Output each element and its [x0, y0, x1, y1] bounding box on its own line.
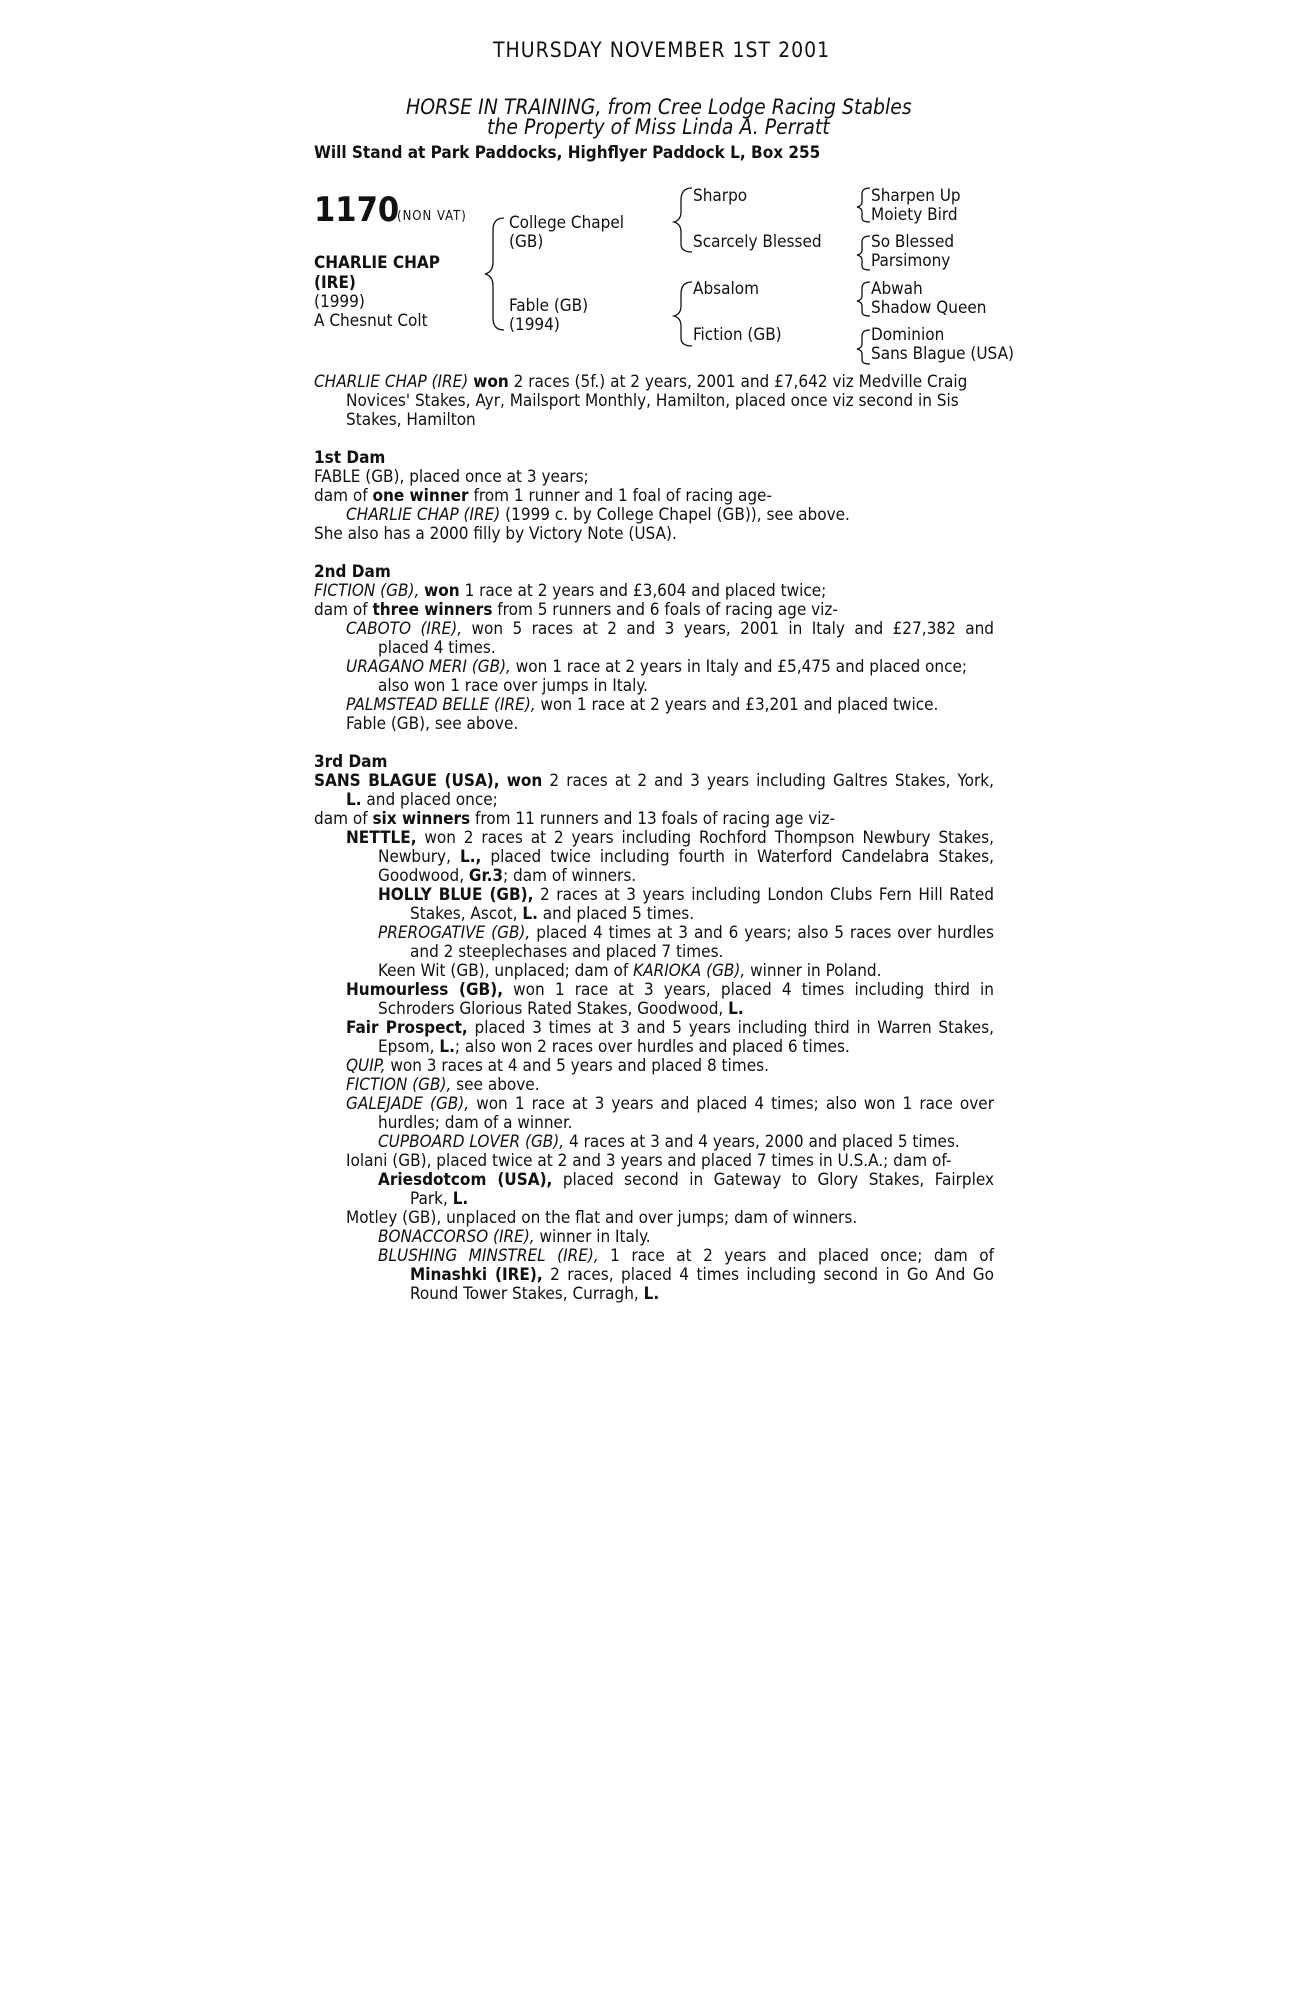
- produce-iolani: Iolani (GB), placed twice at 2 and 3 years and placed 7 times in U.S.A.; dam of-: [346, 1151, 952, 1171]
- horse-name: KARIOKA (GB),: [633, 961, 746, 981]
- produce-motley: Motley (GB), unplaced on the flat and over jumps; dam of winners.: [346, 1208, 858, 1228]
- text: Park,: [410, 1189, 448, 1209]
- produce-caboto: [346, 620, 994, 639]
- text: ; dam of winners.: [503, 866, 637, 886]
- pedigree-g3-5: Abwah: [871, 279, 923, 299]
- text: won 1 race at 2 years and £3,201 and placed twice.: [540, 695, 939, 715]
- horse-name-italic: CHARLIE CHAP (IRE): [314, 372, 469, 392]
- produce-prerogative: [378, 924, 994, 943]
- produce-minashki: [410, 1266, 994, 1285]
- text: won 1 race at 3 years and placed 4 times; also won 1 race over: [476, 1094, 994, 1114]
- horse-origin: (IRE): [314, 273, 356, 293]
- horse-name: QUIP,: [346, 1056, 386, 1076]
- pedigree-sire-country: (GB): [509, 232, 544, 252]
- pedigree-dam-dam: Fiction (GB): [693, 325, 782, 345]
- produce-fiction: [346, 1076, 540, 1095]
- winners-count: one winner: [372, 486, 469, 506]
- produce-fair-prospect-2: [378, 1038, 850, 1057]
- sale-date: THURSDAY NOVEMBER 1ST 2001: [493, 38, 831, 62]
- lot-number: 1170: [314, 190, 400, 230]
- first-dam-foal: [346, 506, 850, 525]
- pedigree-sire-sire: Sharpo: [693, 186, 748, 206]
- third-dam-produce: [314, 810, 835, 829]
- pedigree-dam: Fable (GB): [509, 296, 589, 316]
- produce-galejade: [346, 1095, 994, 1114]
- first-dam-note: She also has a 2000 filly by Victory Note (USA).: [314, 524, 677, 544]
- race-record-line2: Novices' Stakes, Ayr, Mailsport Monthly, Hamilton, placed once viz second in Sis: [346, 391, 959, 411]
- pedigree-dam-year: (1994): [509, 315, 560, 335]
- won-label: won: [506, 771, 543, 791]
- first-dam-produce: [314, 487, 772, 506]
- pedigree-dam-sire: Absalom: [693, 279, 760, 299]
- text: and placed once;: [366, 790, 498, 810]
- won-label: won: [424, 581, 460, 601]
- third-dam-line2: [346, 791, 498, 810]
- horse-name: Minashki (IRE),: [410, 1265, 543, 1285]
- horse-name: BLUSHING MINSTREL (IRE),: [378, 1246, 599, 1266]
- text: placed second in Gateway to Glory Stakes, Fairplex: [562, 1170, 994, 1190]
- horse-name: Fair Prospect,: [346, 1018, 468, 1038]
- text: and placed 5 times.: [542, 904, 695, 924]
- text: won 2 races at 2 years including Rochford Thompson Newbury Stakes,: [424, 828, 995, 848]
- horse-name: GALEJADE (GB),: [346, 1094, 470, 1114]
- text: won 1 race at 3 years, placed 4 times including third in: [513, 980, 994, 1000]
- text: 2 races at 3 years including London Clubs Fern Hill Rated: [540, 885, 994, 905]
- produce-palmstead: [346, 696, 938, 715]
- pedigree-braces: [0, 0, 1307, 370]
- text: won 5 races at 2 and 3 years, 2001 in Italy and £27,382 and: [471, 619, 995, 639]
- text: Schroders Glorious Rated Stakes, Goodwood,: [378, 999, 724, 1019]
- horse-name: CUPBOARD LOVER (GB),: [378, 1132, 565, 1152]
- horse-description: A Chesnut Colt: [314, 311, 428, 331]
- foal-name: CHARLIE CHAP (IRE): [346, 505, 501, 525]
- produce-bonaccorso: [378, 1228, 651, 1247]
- group-mark: Gr.3: [468, 866, 504, 886]
- third-dam-line: [314, 772, 994, 791]
- text: placed twice including fourth in Waterford Candelabra Stakes,: [490, 847, 995, 867]
- produce-galejade-2: hurdles; dam of a winner.: [378, 1113, 573, 1133]
- listed-mark: L.: [728, 999, 744, 1019]
- produce-quip: [346, 1057, 769, 1076]
- text: Stakes, Ascot,: [410, 904, 518, 924]
- pedigree-sire: College Chapel: [509, 213, 625, 233]
- produce-minashki-2: [410, 1285, 659, 1304]
- produce-uragano-cont: also won 1 race over jumps in Italy.: [378, 676, 648, 696]
- produce-ariesdotcom-2: [410, 1190, 468, 1209]
- won-label: won: [473, 372, 509, 392]
- pedigree-g3-1: Sharpen Up: [871, 186, 961, 206]
- text: (1999 c. by College Chapel (GB)), see above.: [505, 505, 850, 525]
- second-dam-line: [314, 582, 826, 601]
- produce-prerogative-2: and 2 steeplechases and placed 7 times.: [410, 942, 724, 962]
- first-dam-line: FABLE (GB), placed once at 3 years;: [314, 467, 589, 487]
- horse-name: CABOTO (IRE),: [346, 619, 463, 639]
- listed-mark: L.,: [460, 847, 482, 867]
- pedigree-g3-2: Moiety Bird: [871, 205, 958, 225]
- produce-humourless-2: [378, 1000, 744, 1019]
- text: 4 races at 3 and 4 years, 2000 and placed 5 times.: [568, 1132, 960, 1152]
- text: winner in Poland.: [750, 961, 882, 981]
- text: winner in Italy.: [539, 1227, 651, 1247]
- pedigree-g3-7: Dominion: [871, 325, 945, 345]
- horse-name: BONACCORSO (IRE),: [378, 1227, 535, 1247]
- stabling-location: Will Stand at Park Paddocks, Highflyer Paddock L, Box 255: [314, 143, 821, 163]
- text: dam of: [314, 600, 368, 620]
- horse-name: Humourless (GB),: [346, 980, 504, 1000]
- produce-holly-blue-2: [410, 905, 694, 924]
- text: Keen Wit (GB), unplaced; dam of: [378, 961, 629, 981]
- text: Epsom,: [378, 1037, 435, 1057]
- produce-blushing-minstrel: [378, 1247, 994, 1266]
- produce-humourless: [346, 981, 994, 1000]
- horse-name: Ariesdotcom (USA),: [378, 1170, 553, 1190]
- pedigree-g3-6: Shadow Queen: [871, 298, 987, 318]
- text: ; also won 2 races over hurdles and placed 6 times.: [454, 1037, 850, 1057]
- horse-name: URAGANO MERI (GB),: [346, 657, 511, 677]
- horse-name: CHARLIE CHAP: [314, 253, 440, 273]
- horse-name: PREROGATIVE (GB),: [378, 923, 531, 943]
- winners-count: three winners: [372, 600, 493, 620]
- race-record: [314, 373, 967, 392]
- pedigree-sire-dam: Scarcely Blessed: [693, 232, 822, 252]
- produce-caboto-cont: placed 4 times.: [378, 638, 496, 658]
- second-dam-produce: [314, 601, 838, 620]
- third-dam-heading: 3rd Dam: [314, 752, 388, 772]
- text: 2 races at 2 and 3 years including Galtres Stakes, York,: [549, 771, 994, 791]
- text: from 11 runners and 13 foals of racing age viz-: [475, 809, 836, 829]
- listed-mark: L.: [346, 790, 362, 810]
- produce-fable: Fable (GB), see above.: [346, 714, 519, 734]
- text: placed 3 times at 3 and 5 years including third in Warren Stakes,: [474, 1018, 995, 1038]
- text: dam of: [314, 486, 368, 506]
- produce-fair-prospect: [346, 1019, 994, 1038]
- produce-nettle: [346, 829, 994, 848]
- listed-mark: L.: [452, 1189, 469, 1209]
- winners-count: six winners: [372, 809, 471, 829]
- listed-mark: L.: [643, 1284, 660, 1304]
- text: see above.: [456, 1075, 540, 1095]
- text: Goodwood,: [378, 866, 465, 886]
- horse-year: (1999): [314, 292, 365, 312]
- text: dam of: [314, 809, 368, 829]
- second-dam-heading: 2nd Dam: [314, 562, 391, 582]
- listed-mark: L.: [439, 1037, 455, 1057]
- horse-name: HOLLY BLUE (GB),: [378, 885, 534, 905]
- produce-keen-wit: [378, 962, 881, 981]
- pedigree-g3-4: Parsimony: [871, 251, 951, 271]
- catalogue-title: HORSE IN TRAINING, from Cree Lodge Racing Stables: [406, 95, 912, 119]
- pedigree-g3-8: Sans Blague (USA): [871, 344, 1015, 364]
- pedigree-g3-3: So Blessed: [871, 232, 955, 252]
- text: Round Tower Stakes, Curragh,: [410, 1284, 639, 1304]
- text: won 1 race at 2 years in Italy and £5,475 and placed once;: [515, 657, 968, 677]
- produce-nettle-2: [378, 848, 994, 867]
- horse-name: NETTLE,: [346, 828, 417, 848]
- text: won 3 races at 4 and 5 years and placed 8 times.: [390, 1056, 769, 1076]
- text: from 5 runners and 6 foals of racing age viz-: [497, 600, 838, 620]
- text: placed 4 times at 3 and 6 years; also 5 races over hurdles: [536, 923, 995, 943]
- text: 2 races, placed 4 times including second in Go And Go: [550, 1265, 994, 1285]
- produce-holly-blue: [378, 886, 994, 905]
- dam-name: SANS BLAGUE (USA),: [314, 771, 500, 791]
- dam-name: FICTION (GB),: [314, 581, 420, 601]
- text: Newbury,: [378, 847, 451, 867]
- race-record-line3: Stakes, Hamilton: [346, 410, 476, 430]
- text: 1 race at 2 years and placed once; dam of: [610, 1246, 994, 1266]
- text: 1 race at 2 years and £3,604 and placed twice;: [464, 581, 827, 601]
- vat-status: (NON VAT): [397, 209, 467, 224]
- text: from 1 runner and 1 foal of racing age-: [473, 486, 772, 506]
- horse-name: FICTION (GB),: [346, 1075, 452, 1095]
- first-dam-heading: 1st Dam: [314, 448, 386, 468]
- produce-cupboard-lover: [378, 1133, 960, 1152]
- catalogue-subtitle: the Property of Miss Linda A. Perratt: [487, 115, 830, 139]
- race-record-text: 2 races (5f.) at 2 years, 2001 and £7,642 viz Medville Craig: [513, 372, 968, 392]
- produce-ariesdotcom: [378, 1171, 994, 1190]
- listed-mark: L.: [522, 904, 538, 924]
- produce-nettle-3: [378, 867, 636, 886]
- produce-uragano: [346, 658, 967, 677]
- horse-name: PALMSTEAD BELLE (IRE),: [346, 695, 536, 715]
